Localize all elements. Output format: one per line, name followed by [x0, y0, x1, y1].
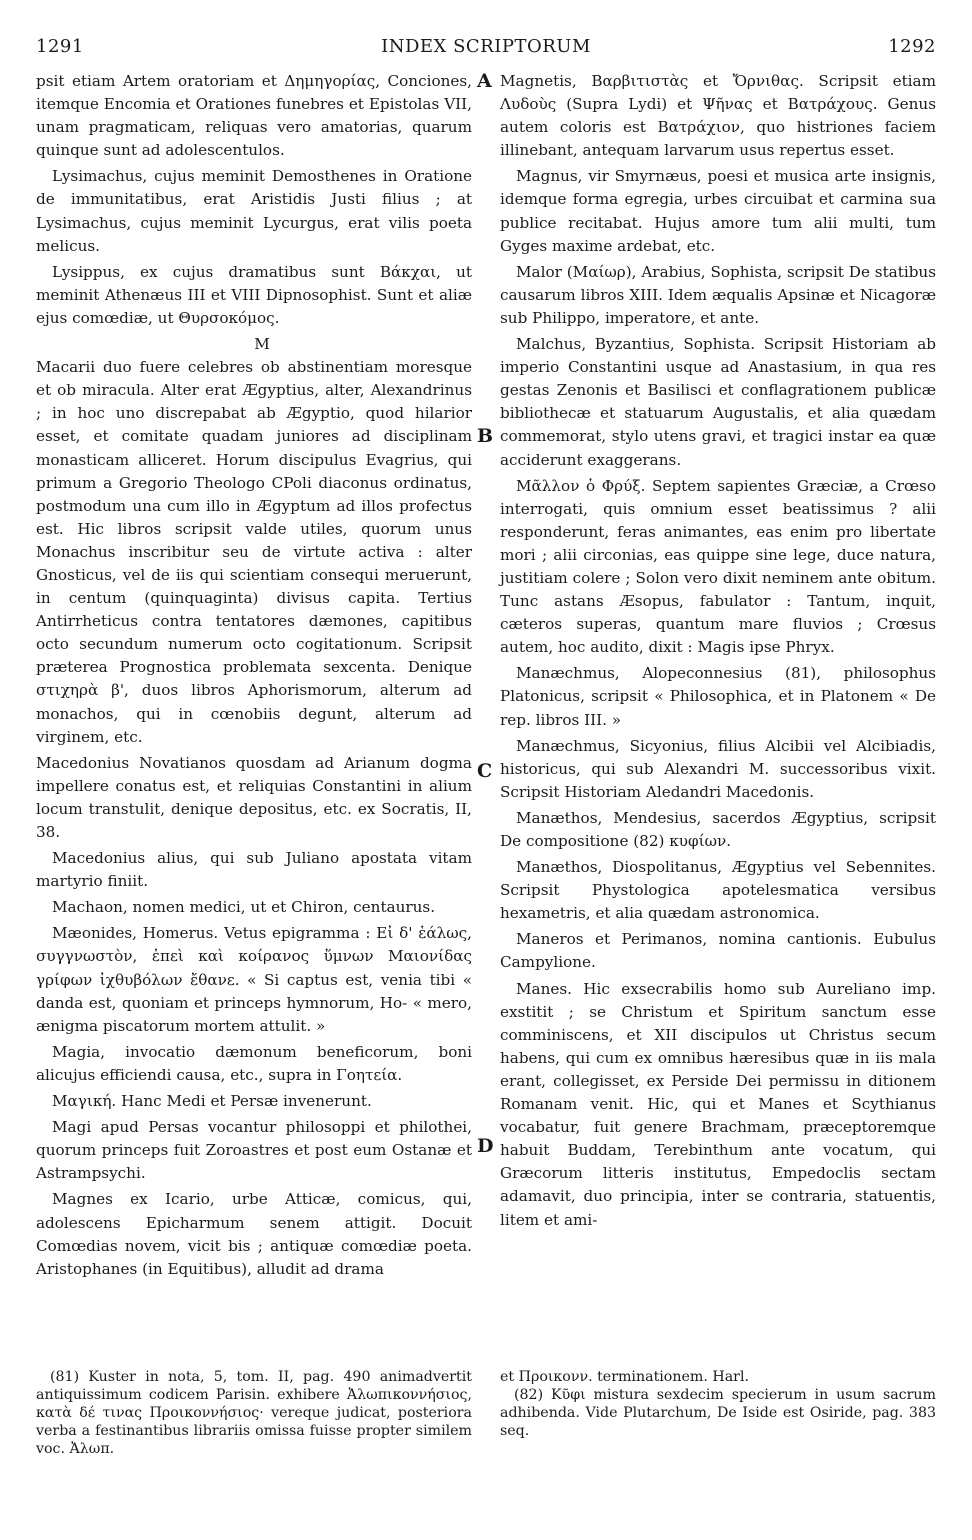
footnotes-left: [36, 1368, 472, 1458]
entry-paragraph: Machaon, nomen medici, ut et Chiron, centaurus.: [52, 898, 436, 917]
entry-paragraph: Manæchmus, Sicyonius, filius Alcibii vel Alcibiadis, historicus, qui sub Alexandri M. successoribus vixit. Scripsit Historiam Aledandri Macedonis.: [500, 736, 936, 801]
entry-paragraph: Maneros et Perimanos, nomina cantionis. Eubulus Campylione.: [500, 930, 936, 972]
running-title: INDEX SCRIPTORUM: [381, 36, 591, 57]
entry-paragraph: Magi apud Persas vocantur philosoppi et philothei, quorum princeps fuit Zoroastres et post eum Ostanæ et Astrampsychi.: [36, 1118, 472, 1183]
page-header: [36, 36, 936, 62]
entry-paragraph: Malor (Μαίωρ), Arabius, Sophista, scripsit De statibus causarum libros XIII. Idem æqualis Apsinæ et Nicagoræ sub Philippo, imperatore, et ante.: [500, 262, 936, 327]
entry-paragraph: Macedonius Novatianos quosdam ad Arianum dogma impellere conatus est, et reliquias Constantini in alium locum transtulit, denique depositus, etc. ex Socratis, II, 38.: [36, 753, 472, 841]
footnote-continuation: et Προικονν. terminationem. Harl.: [500, 1369, 750, 1385]
page-number-right: 1292: [888, 36, 936, 57]
entry-paragraph: Malchus, Byzantius, Sophista. Scripsit Historiam ab imperio Constantini usque ad Anastasium, in qua res gestas Zenonis et Basilisci et conflagrationem publicæ bibliothecæ et statuarum Augustalis, et alia quædam commemorat, stylo utens gravi, et tragici instar ea quæ acciderunt exaggerans.: [500, 335, 936, 469]
entry-paragraph: Mæonides, Homerus. Vetus epigramma : Εἰ δ' ἑάλως, συγγνωστὸν, ἐπεὶ καὶ κοίρανος ὕμνων Μαιονίδας γρίφων ἰχθυβόλων ἔθανε. « Si captus est, venia tibi « danda est, quoniam et princeps hymnorum, Ho- « mero, ænigma piscatorum mortem attulit. »: [36, 924, 472, 1035]
page-number-left: 1291: [36, 36, 84, 57]
entry-paragraph: Μᾶλλον ὁ Φρύξ. Septem sapientes Græciæ, a Crœso interrogati, quis omnium esset beatissimus ? alii responderunt, feras animantes, eas enim pro libertate mori ; alii circonias, eas quippe sine lege, duce natura, justitiam colere ; Solon vero dixit neminem ante obitum. Tunc astans Æsopus, fabulator : Tantum, inquit, cæteros superas, quantum mare fluvios ; Crœsus autem, hoc audito, dixit : Magis ipse Phryx.: [500, 476, 936, 657]
entry-paragraph: psit etiam Artem oratoriam et Δημηγορίας, Conciones, itemque Encomia et Orationes funebres et Epistolas VII, unam pragmaticam, reliquas vero amatorias, quarum quinque sunt ad adolescentulos.: [36, 72, 472, 160]
entry-paragraph: Magia, invocatio dæmonum beneficorum, boni alicujus efficiendi causa, etc., supra in Γοητεία.: [36, 1042, 472, 1084]
entry-paragraph: Lysippus, ex cujus dramatibus sunt Βάκχαι, ut meminit Athenæus III et VIII Dipnosophist. Sunt et aliæ ejus comœdiæ, ut Θυρσοκόμος.: [36, 262, 472, 327]
entry-paragraph: Manes. Hic exsecrabilis homo sub Aureliano imp. exstitit ; se Christum et Spiritum sanctum esse comminiscens, et XII discipulos ut Christus secum habens, qui cum ex omnibus hæresibus quæ in iis mala erant, collegisset, ex Perside Dei permissu in ditionem Romanam venit. Hic, qui et Manes et Scythianus vocabatur, fuit genere Brachmam, præceptoremque habuit Buddam, Terebinthum ante vocatum, qui Græcorum litteris institutus, Empedoclis sectam adamavit, duo principia, inter se contraria, statuentis, litem et ami-: [500, 979, 936, 1229]
entry-paragraph: Manæthos, Mendesius, sacerdos Ægyptius, scripsit De compositione (82) κυφίων.: [500, 808, 936, 850]
entry-paragraph: Magnus, vir Smyrnæus, poesi et musica arte insignis, idemque forma egregia, urbes circuibat et carmina sua publice recitabat. Hujus amore tum alii multi, tum Gyges maxime ardebat, etc.: [500, 167, 936, 255]
entry-paragraph: Lysimachus, cujus meminit Demosthenes in Oratione de immunitatibus, erat Aristidis Justi filius ; at Lysimachus, cujus meminit Lycurgus, erat vilis poeta melicus.: [36, 167, 472, 255]
footnote-82: (82) Κῦφι mistura sexdecim specierum in usum sacrum adhibenda. Vide Plutarchum, De Iside est Osiride, pag. 383 seq.: [500, 1387, 936, 1439]
margin-marker-d: D: [477, 1135, 494, 1157]
footnote-81: (81) Kuster in nota, 5, tom. II, pag. 490 animadvertit antiquissimum codicem Parisin. exhibere Ἀλωπικοννήσιος, κατὰ δέ τινας Προικοννήσιος· vereque judicat, posteriora verba a festinantibus librariis omissa fuisse propter similem voc. Ἀλωπ.: [36, 1369, 472, 1457]
margin-marker-c: C: [477, 760, 493, 782]
margin-marker-a: A: [477, 70, 492, 92]
footnotes-right: [500, 1368, 936, 1440]
entry-paragraph: Magnes ex Icario, urbe Atticæ, comicus, qui, adolescens Epicharmum senem attigit. Docuit Comœdias novem, vicit bis ; antiquæ comœdiæ poeta. Aristophanes (in Equitibus), alludit ad drama: [36, 1190, 472, 1278]
margin-marker-b: B: [477, 425, 494, 447]
entry-paragraph: Manæchmus, Alopeconnesius (81), philosophus Platonicus, scripsit « Philosophica, et in Platonem « De rep. libros III. »: [500, 664, 936, 729]
entry-paragraph: Macarii duo fuere celebres ob abstinentiam moresque et ob miracula. Alter erat Ægyptius, alter, Alexandrinus ; in hoc uno discrepabat ab Ægyptio, quod hilarior esset, et comitate quadam juniores ad disciplinam monasticam alliceret. Horum discipulus Evagrius, qui primum a Gregorio Theologo CPoli diaconus ordinatus, postmodum una cum illo in Ægyptum ad illos profectus est. Hic libros scripsit valde utiles, quorum unus Monachus inscribitur seu de virtute activa : alter Gnosticus, vel de iis qui scientiam consequi meruerunt, in centum (quinquaginta) divisus capita. Tertius Antirrheticus contra tentatores dæmones, capitibus octo secundum numerum octo cogitationum. Scripsit præterea Prognostica problemata sexcenta. Denique στιχηρὰ β', duos libros Aphorismorum, alterum ad monachos, qui in cœnobiis degunt, alterum ad virginem, etc.: [36, 358, 472, 746]
entry-paragraph: Macedonius alius, qui sub Juliano apostata vitam martyrio finiit.: [36, 849, 472, 891]
entry-paragraph: Manæthos, Diospolitanus, Ægyptius vel Sebennites. Scripsit Phystologica apotelesmatica versibus hexametris, et alia quædam astronomica.: [500, 858, 936, 923]
section-letter: M: [254, 335, 270, 354]
entry-paragraph: Μαγική. Hanc Medi et Persæ invenerunt.: [52, 1092, 372, 1111]
right-column: [500, 70, 936, 1235]
left-column: [36, 70, 472, 1284]
entry-paragraph: Magnetis, Βαρβιτιστὰς et Ὄρνιθας. Scripsit etiam Λυδοὺς (Supra Lydi) et Ψῆνας et Βατράχους. Genus autem coloris est Βατράχιον, quo histriones faciem illinebant, antequam larvarum usus repertus esset.: [500, 72, 936, 160]
